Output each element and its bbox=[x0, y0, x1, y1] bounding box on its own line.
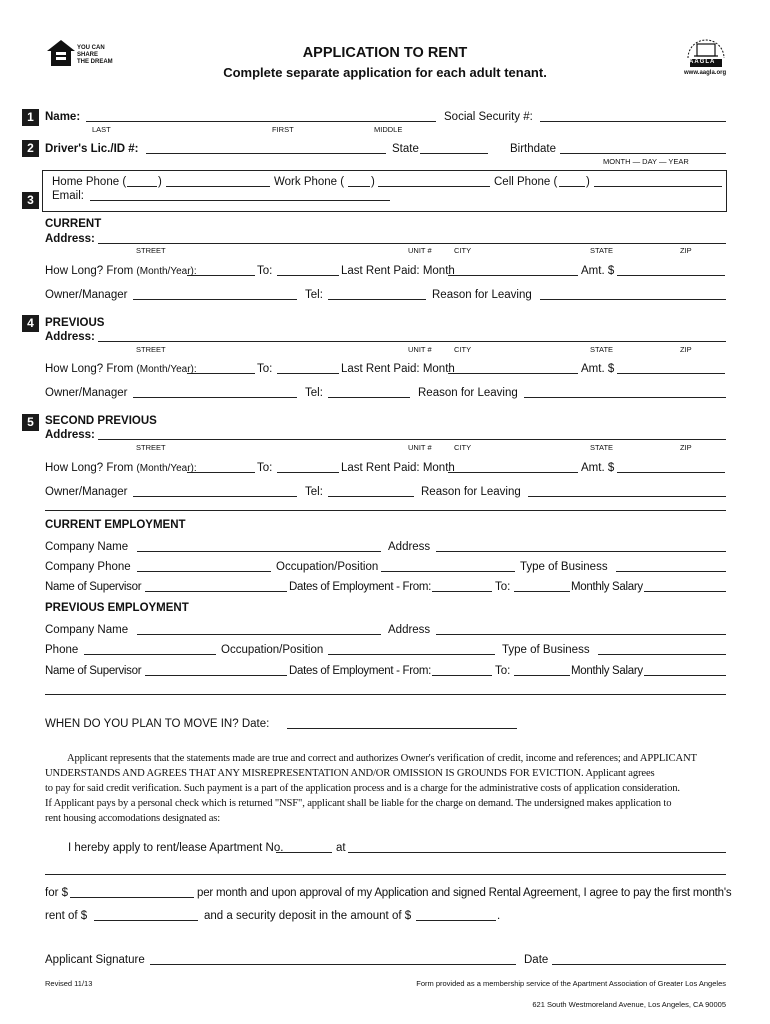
first-month-rent-field[interactable] bbox=[94, 920, 198, 921]
current-amt-field[interactable] bbox=[617, 275, 725, 276]
current-tel-label: Tel: bbox=[305, 289, 323, 301]
pe-company-field[interactable] bbox=[137, 634, 381, 635]
second-from-field[interactable] bbox=[187, 472, 255, 473]
cell-phone-field[interactable] bbox=[594, 186, 722, 187]
move-in-label: WHEN DO YOU PLAN TO MOVE IN? Date: bbox=[45, 718, 270, 730]
pe-address-field[interactable] bbox=[436, 634, 726, 635]
second-amt-field[interactable] bbox=[617, 472, 725, 473]
legal-paragraph bbox=[45, 751, 697, 826]
state-label: State bbox=[392, 143, 419, 155]
state-field[interactable] bbox=[420, 153, 488, 154]
previous-address-field[interactable] bbox=[98, 341, 726, 342]
pe-occupation-field[interactable] bbox=[328, 654, 495, 655]
apartment-label: I hereby apply to rent/lease Apartment No. bbox=[68, 842, 284, 854]
ce-from-field[interactable] bbox=[432, 591, 492, 592]
birthdate-hint: MONTH — DAY — YEAR bbox=[603, 157, 689, 166]
legal-line-3: to pay for said credit verification. Such payment is a part of the application process and is a charge for the administrative costs of application consideration. bbox=[45, 783, 680, 794]
deposit-field[interactable] bbox=[416, 920, 496, 921]
previous-last-rent-label: Last Rent Paid: Month bbox=[341, 363, 455, 375]
current-last-rent-label: Last Rent Paid: Month bbox=[341, 265, 455, 277]
current-owner-label: Owner/Manager bbox=[45, 289, 128, 301]
previous-street-hint: STREET bbox=[136, 345, 166, 354]
email-field[interactable] bbox=[90, 200, 390, 201]
page-title: APPLICATION TO RENT bbox=[302, 45, 468, 61]
pe-from-field[interactable] bbox=[432, 675, 492, 676]
deposit-label: and a security deposit in the amount of $ bbox=[204, 910, 412, 922]
ce-salary-field[interactable] bbox=[644, 591, 726, 592]
second-city-hint: CITY bbox=[454, 443, 472, 452]
section-4-badge: 4 bbox=[22, 315, 39, 332]
ce-address-label: Address bbox=[388, 541, 431, 553]
ce-occupation-label: Occupation/Position bbox=[276, 561, 379, 573]
second-reason-field[interactable] bbox=[528, 496, 726, 497]
apartment-address-field[interactable] bbox=[348, 852, 726, 853]
previous-last-rent-field[interactable] bbox=[448, 373, 578, 374]
rent-of-label: rent of $ bbox=[45, 910, 88, 922]
second-unit-hint: UNIT # bbox=[408, 443, 432, 452]
last-hint: LAST bbox=[92, 125, 111, 134]
ce-type-field[interactable] bbox=[616, 571, 726, 572]
pe-to-label: To: bbox=[495, 665, 511, 677]
ce-supervisor-label: Name of Supervisor bbox=[45, 581, 142, 593]
previous-reason-label: Reason for Leaving bbox=[418, 387, 518, 399]
legal-line-2: UNDERSTANDS AND AGREES THAT ANY MISREPRESENTATION AND/OR OMISSION IS GROUNDS FOR EVICTION. Applicant agrees bbox=[45, 768, 655, 779]
current-to-field[interactable] bbox=[277, 275, 339, 276]
logo-line-2: SHARE bbox=[77, 52, 99, 58]
pe-occupation-label: Occupation/Position bbox=[221, 644, 324, 656]
birthdate-field[interactable] bbox=[560, 153, 726, 154]
ce-type-label: Type of Business bbox=[520, 561, 608, 573]
previous-to-label: To: bbox=[257, 363, 273, 375]
previous-unit-hint: UNIT # bbox=[408, 345, 432, 354]
contact-box bbox=[42, 170, 727, 212]
current-reason-label: Reason for Leaving bbox=[432, 289, 532, 301]
previous-amt-label: Amt. $ bbox=[581, 363, 615, 375]
previous-reason-field[interactable] bbox=[524, 397, 726, 398]
second-state-hint: STATE bbox=[590, 443, 614, 452]
cell-phone-label: Cell Phone ( bbox=[494, 176, 558, 188]
work-phone-paren: ) bbox=[371, 176, 375, 188]
logo-line-1: YOU CAN bbox=[77, 45, 105, 51]
current-from-field[interactable] bbox=[187, 275, 255, 276]
current-zip-hint: ZIP bbox=[680, 246, 692, 255]
footer-address: 621 South Westmoreland Avenue, Los Angeles, CA 90005 bbox=[532, 1000, 726, 1009]
current-owner-field[interactable] bbox=[133, 299, 297, 300]
move-in-date-field[interactable] bbox=[287, 728, 517, 729]
previous-state-hint: STATE bbox=[590, 345, 614, 354]
aagla-logo-text: AAGLA bbox=[689, 59, 716, 65]
second-zip-hint: ZIP bbox=[680, 443, 692, 452]
per-month-text: per month and upon approval of my Application and signed Rental Agreement, I agree to pay the first month's bbox=[197, 887, 732, 899]
provided-text: Form provided as a membership service of the Apartment Association of Greater Los Angeles bbox=[416, 979, 726, 988]
at-label: at bbox=[336, 842, 346, 854]
middle-hint: MIDDLE bbox=[374, 125, 403, 134]
apartment-no-field[interactable] bbox=[276, 852, 332, 853]
previous-amt-field[interactable] bbox=[617, 373, 725, 374]
ce-phone-field[interactable] bbox=[137, 571, 271, 572]
current-street-hint: STREET bbox=[136, 246, 166, 255]
name-label: Name: bbox=[45, 111, 81, 123]
second-last-rent-field[interactable] bbox=[448, 472, 578, 473]
for-label: for $ bbox=[45, 887, 69, 899]
logo-line-3: THE DREAM bbox=[77, 59, 113, 65]
second-to-label: To: bbox=[257, 462, 273, 474]
aagla-url: www.aagla.org bbox=[684, 70, 727, 76]
email-label: Email: bbox=[52, 190, 84, 202]
section-3-badge: 3 bbox=[22, 192, 39, 209]
deposit-period: . bbox=[497, 910, 501, 922]
birthdate-label: Birthdate bbox=[510, 143, 557, 155]
previous-employment-heading: PREVIOUS EMPLOYMENT bbox=[45, 602, 189, 614]
signature-date-label: Date bbox=[524, 954, 549, 966]
second-previous-address-label: Address: bbox=[45, 429, 95, 441]
previous-address-label: Address: bbox=[45, 331, 95, 343]
second-previous-address-field[interactable] bbox=[98, 439, 726, 440]
second-how-long-label: How Long? From (Month/Year): bbox=[45, 462, 197, 474]
pe-type-field[interactable] bbox=[598, 654, 726, 655]
section-1-badge: 1 bbox=[22, 109, 39, 126]
ce-salary-label: Monthly Salary bbox=[571, 581, 643, 593]
second-last-rent-label: Last Rent Paid: Month bbox=[341, 462, 455, 474]
current-how-long-label: How Long? From (Month/Year): bbox=[45, 265, 197, 277]
work-phone-label: Work Phone ( bbox=[274, 176, 345, 188]
cell-phone-paren: ) bbox=[586, 176, 590, 188]
previous-tel-label: Tel: bbox=[305, 387, 323, 399]
first-hint: FIRST bbox=[272, 125, 294, 134]
ssn-label: Social Security #: bbox=[444, 111, 533, 123]
second-tel-label: Tel: bbox=[305, 486, 323, 498]
current-state-hint: STATE bbox=[590, 246, 614, 255]
current-tel-field[interactable] bbox=[328, 299, 426, 300]
second-owner-field[interactable] bbox=[133, 496, 297, 497]
ce-to-label: To: bbox=[495, 581, 511, 593]
work-phone-field[interactable] bbox=[378, 186, 490, 187]
second-street-hint: STREET bbox=[136, 443, 166, 452]
previous-from-field[interactable] bbox=[187, 373, 255, 374]
pe-dates-label: Dates of Employment - From: bbox=[289, 665, 432, 677]
ce-supervisor-field[interactable] bbox=[145, 591, 287, 592]
second-previous-heading: SECOND PREVIOUS bbox=[45, 415, 157, 427]
home-phone-field[interactable] bbox=[166, 186, 270, 187]
ce-occupation-field[interactable] bbox=[381, 571, 515, 572]
ce-dates-label: Dates of Employment - From: bbox=[289, 581, 432, 593]
home-phone-label: Home Phone ( bbox=[52, 176, 127, 188]
second-tel-field[interactable] bbox=[328, 496, 414, 497]
ssn-field[interactable] bbox=[540, 121, 726, 122]
current-city-hint: CITY bbox=[454, 246, 472, 255]
pe-salary-label: Monthly Salary bbox=[571, 665, 643, 677]
current-last-rent-field[interactable] bbox=[448, 275, 578, 276]
current-to-label: To: bbox=[257, 265, 273, 277]
pe-phone-field[interactable] bbox=[84, 654, 216, 655]
ce-to-field[interactable] bbox=[514, 591, 570, 592]
license-label: Driver's Lic./ID #: bbox=[45, 143, 139, 155]
current-unit-hint: UNIT # bbox=[408, 246, 432, 255]
previous-how-long-label: How Long? From (Month/Year): bbox=[45, 363, 197, 375]
current-reason-field[interactable] bbox=[540, 299, 726, 300]
page-subtitle: Complete separate application for each adult tenant. bbox=[223, 65, 547, 80]
legal-line-4: If Applicant pays by a personal check which is returned "NSF", applicant shall be liable for the charge on demand. The undersigned makes application to bbox=[45, 798, 672, 809]
previous-owner-label: Owner/Manager bbox=[45, 387, 128, 399]
ce-company-field[interactable] bbox=[137, 551, 381, 552]
signature-date-field[interactable] bbox=[552, 964, 726, 965]
ce-address-field[interactable] bbox=[436, 551, 726, 552]
current-employment-heading: CURRENT EMPLOYMENT bbox=[45, 519, 186, 531]
name-field[interactable] bbox=[86, 121, 436, 122]
cell-area-code-field[interactable] bbox=[559, 186, 585, 187]
previous-to-field[interactable] bbox=[277, 373, 339, 374]
section-divider bbox=[45, 510, 726, 511]
pe-supervisor-label: Name of Supervisor bbox=[45, 665, 142, 677]
ce-company-label: Company Name bbox=[45, 541, 129, 553]
legal-line-1: Applicant represents that the statements made are true and correct and authorizes Owner's verification of credit, income and references; and APPLICANT bbox=[67, 753, 697, 764]
pe-company-label: Company Name bbox=[45, 624, 129, 636]
home-phone-paren: ) bbox=[158, 176, 162, 188]
license-field[interactable] bbox=[146, 153, 386, 154]
apartment-address-field-2[interactable] bbox=[45, 874, 726, 875]
previous-tel-field[interactable] bbox=[328, 397, 410, 398]
signature-field[interactable] bbox=[150, 964, 516, 965]
section-2-badge: 2 bbox=[22, 140, 39, 157]
previous-zip-hint: ZIP bbox=[680, 345, 692, 354]
ce-phone-label: Company Phone bbox=[45, 561, 131, 573]
monthly-rent-field[interactable] bbox=[70, 897, 194, 898]
previous-city-hint: CITY bbox=[454, 345, 472, 354]
second-reason-label: Reason for Leaving bbox=[421, 486, 521, 498]
pe-type-label: Type of Business bbox=[502, 644, 590, 656]
second-to-field[interactable] bbox=[277, 472, 339, 473]
previous-owner-field[interactable] bbox=[133, 397, 297, 398]
second-owner-label: Owner/Manager bbox=[45, 486, 128, 498]
home-area-code-field[interactable] bbox=[127, 186, 157, 187]
pe-salary-field[interactable] bbox=[644, 675, 726, 676]
previous-heading: PREVIOUS bbox=[45, 317, 105, 329]
pe-phone-label: Phone bbox=[45, 644, 79, 656]
pe-to-field[interactable] bbox=[514, 675, 570, 676]
second-amt-label: Amt. $ bbox=[581, 462, 615, 474]
signature-label: Applicant Signature bbox=[45, 954, 145, 966]
employment-divider bbox=[45, 694, 726, 695]
current-amt-label: Amt. $ bbox=[581, 265, 615, 277]
work-area-code-field[interactable] bbox=[348, 186, 370, 187]
current-heading: CURRENT bbox=[45, 218, 102, 230]
pe-supervisor-field[interactable] bbox=[145, 675, 287, 676]
current-address-field[interactable] bbox=[98, 243, 726, 244]
aagla-logo bbox=[680, 28, 732, 84]
legal-line-5: rent housing accomodations designated as: bbox=[45, 813, 221, 824]
revised-text: Revised 11/13 bbox=[45, 979, 93, 988]
pe-address-label: Address bbox=[388, 624, 431, 636]
section-5-badge: 5 bbox=[22, 414, 39, 431]
current-address-label: Address: bbox=[45, 233, 95, 245]
